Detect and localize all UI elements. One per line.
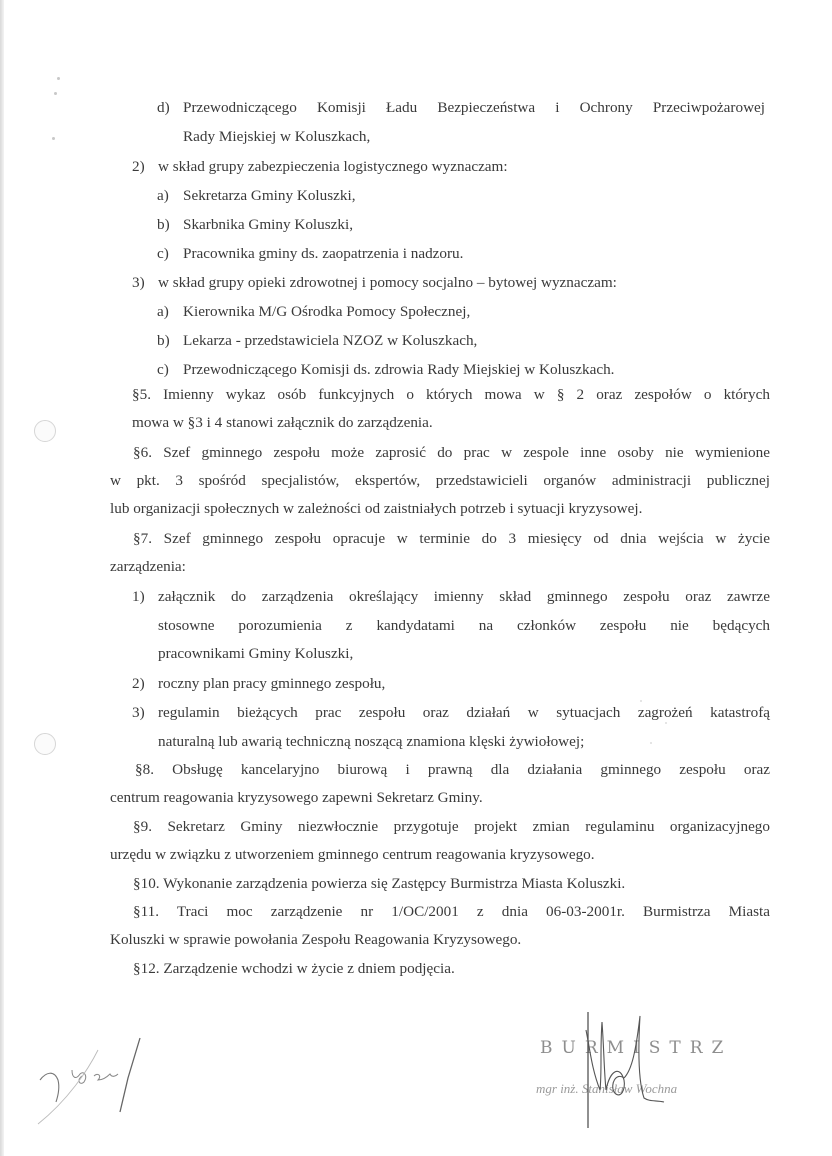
paragraph-6-line-2: w pkt. 3 spośród specjalistów, ekspertów, przedstawicieli organów administracji publicznej [110, 472, 770, 489]
scan-speck [650, 742, 652, 744]
scan-speck [52, 137, 55, 140]
list-text: Przewodniczącego Komisji ds. zdrowia Rady Miejskiej w Koluszkach. [183, 361, 615, 378]
paragraph-7-line-1: §7. Szef gminnego zespołu opracuje w terminie do 3 miesięcy od dnia wejścia w życie [133, 530, 770, 547]
list-text: Przewodniczącego Komisji Ładu Bezpieczeństwa i Ochrony Przeciwpożarowej [183, 99, 765, 116]
paragraph-11-line-2: Koluszki w sprawie powołania Zespołu Reagowania Kryzysowego. [110, 931, 522, 948]
punch-hole-bottom [34, 733, 56, 755]
paragraph-10: §10. Wykonanie zarządzenia powierza się Zastępcy Burmistrza Miasta Koluszki. [133, 875, 626, 892]
scan-speck [57, 77, 60, 80]
list-text: Skarbnika Gminy Koluszki, [183, 216, 353, 233]
list-item-d [157, 99, 767, 117]
numbered-item-2 [132, 675, 385, 693]
list-label: 2) [132, 675, 145, 692]
list-text: regulamin bieżących prac zespołu oraz działań w sytuacjach zagrożeń katastrofą [158, 704, 770, 721]
list-label: b) [157, 332, 170, 349]
scan-page-edge [0, 0, 4, 1156]
initials-signature [28, 1030, 168, 1130]
list-text: Kierownika M/G Ośrodka Pomocy Społecznej, [183, 303, 471, 320]
scan-speck [665, 722, 667, 724]
paragraph-5-line-2: mowa w §3 i 4 stanowi załącznik do zarządzenia. [132, 414, 433, 431]
list-text: Lekarza - przedstawiciela NZOZ w Koluszkach, [183, 332, 478, 349]
list-label: 3) [132, 704, 145, 721]
list-label: 3) [132, 274, 145, 291]
list-label: 1) [132, 588, 145, 605]
numbered-item-1 [132, 588, 770, 606]
list-item-b [157, 332, 477, 350]
paragraph-9-line-2: urzędu w związku z utworzeniem gminnego centrum reagowania kryzysowego. [110, 846, 595, 863]
paragraph-7-line-2: zarządzenia: [110, 558, 186, 575]
paragraph-6-line-3: lub organizacji społecznych w zależności od zaistniałych potrzeb i sytuacji kryzysowej. [110, 500, 643, 517]
list-label: c) [157, 361, 169, 378]
scan-speck [54, 92, 57, 95]
paragraph-6-line-1: §6. Szef gminnego zespołu może zaprosić do prac w zespole inne osoby nie wymienione [133, 444, 770, 461]
paragraph-11-line-1: §11. Traci moc zarządzenie nr 1/OC/2001 z dnia 06-03-2001r. Burmistrza Miasta [133, 903, 770, 920]
list-item-a [157, 187, 356, 205]
numbered-item-2 [132, 158, 508, 176]
punch-hole-top [34, 420, 56, 442]
list-text: Pracownika gminy ds. zaopatrzenia i nadzoru. [183, 245, 464, 262]
paragraph-12: §12. Zarządzenie wchodzi w życie z dniem podjęcia. [133, 960, 455, 977]
stamp-name: mgr inż. Stanisław Wochna [536, 1081, 678, 1096]
list-text: Sekretarza Gminy Koluszki, [183, 187, 356, 204]
list-label: 2) [132, 158, 145, 175]
list-item-continuation: stosowne porozumienia z kandydatami na członków zespołu nie będących [158, 617, 770, 634]
list-item-c [157, 361, 614, 379]
mayor-signature [580, 1010, 720, 1140]
list-item-c [157, 245, 463, 263]
list-text: załącznik do zarządzenia określający imienny skład gminnego zespołu oraz zawrze [158, 588, 770, 605]
list-text: roczny plan pracy gminnego zespołu, [158, 675, 386, 692]
list-label: a) [157, 187, 169, 204]
paragraph-8-line-2: centrum reagowania kryzysowego zapewni Sekretarz Gminy. [110, 789, 483, 806]
scan-speck [640, 700, 642, 702]
list-item-continuation: pracownikami Gminy Koluszki, [158, 645, 354, 662]
list-text: w skład grupy zabezpieczenia logistycznego wyznaczam: [158, 158, 508, 175]
list-label: d) [157, 99, 170, 116]
list-item-continuation: naturalną lub awarią techniczną noszącą znamiona klęski żywiołowej; [158, 733, 585, 750]
paragraph-9-line-1: §9. Sekretarz Gminy niezwłocznie przygotuje projekt zmian regulaminu organizacyjnego [133, 818, 770, 835]
paragraph-8-line-1: §8. Obsługę kancelaryjno biurową i prawną dla działania gminnego zespołu oraz [135, 761, 770, 778]
numbered-item-3 [132, 704, 770, 722]
list-item-a [157, 303, 470, 321]
list-text: w skład grupy opieki zdrowotnej i pomocy socjalno – bytowej wyznaczam: [158, 274, 617, 291]
list-label: b) [157, 216, 170, 233]
paragraph-5-line-1: §5. Imienny wykaz osób funkcyjnych o których mowa w § 2 oraz zespołów o których [132, 386, 770, 403]
numbered-item-3 [132, 274, 617, 292]
list-label: a) [157, 303, 169, 320]
stamp-title: BURMISTRZ [540, 1038, 733, 1058]
list-item-continuation: Rady Miejskiej w Koluszkach, [183, 128, 371, 145]
list-item-b [157, 216, 353, 234]
list-label: c) [157, 245, 169, 262]
